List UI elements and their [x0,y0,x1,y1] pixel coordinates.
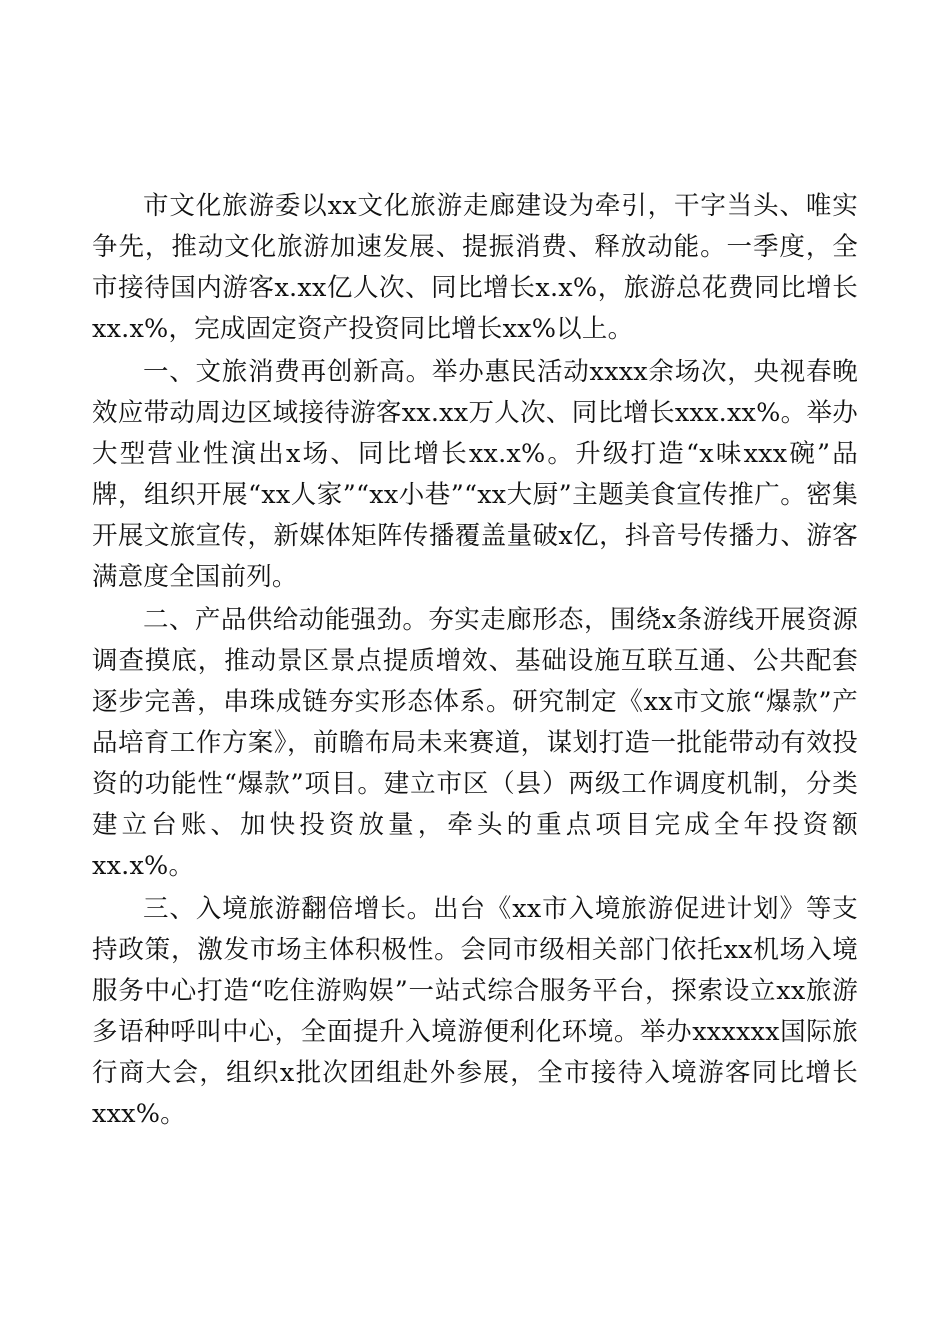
paragraph-section-three: 三、入境旅游翻倍增长。出台《xx市入境旅游促进计划》等支持政策，激发市场主体积极性。会同市级相关部门依托xx机场入境服务中心打造“吃住游购娱”一站式综合服务平台，探索设立xx旅游多语种呼叫中心，全面提升入境游便利化环境。举办xxxxxx国际旅行商大会，组织x批次团组赴外参展，全市接待入境游客同比增长xxx%。 [92,894,858,1129]
document-body [92,186,858,1135]
paragraph-section-one: 一、文旅消费再创新高。举办惠民活动xxxx余场次，央视春晚效应带动周边区域接待游客xx.xx万人次、同比增长xxx.xx%。举办大型营业性演出x场、同比增长xx.x%。升级打造“x味xxx碗”品牌，组织开展“xx人家”“xx小巷”“xx大厨”主题美食宣传推广。密集开展文旅宣传，新媒体矩阵传播覆盖量破x亿，抖音号传播力、游客满意度全国前列。 [92,357,858,592]
paragraph-intro: 市文化旅游委以xx文化旅游走廊建设为牵引，干字当头、唯实争先，推动文化旅游加速发展、提振消费、释放动能。一季度，全市接待国内游客x.xx亿人次、同比增长x.x%，旅游总花费同比增长xx.x%，完成固定资产投资同比增长xx%以上。 [92,191,858,344]
paragraph-section-two: 二、产品供给动能强劲。夯实走廊形态，围绕x条游线开展资源调查摸底，推动景区景点提质增效、基础设施互联互通、公共配套逐步完善，串珠成链夯实形态体系。研究制定《xx市文旅“爆款”产品培育工作方案》，前瞻布局未来赛道，谋划打造一批能带动有效投资的功能性“爆款”项目。建立市区（县）两级工作调度机制，分类建立台账、加快投资放量，牵头的重点项目完成全年投资额xx.x%。 [92,605,858,881]
